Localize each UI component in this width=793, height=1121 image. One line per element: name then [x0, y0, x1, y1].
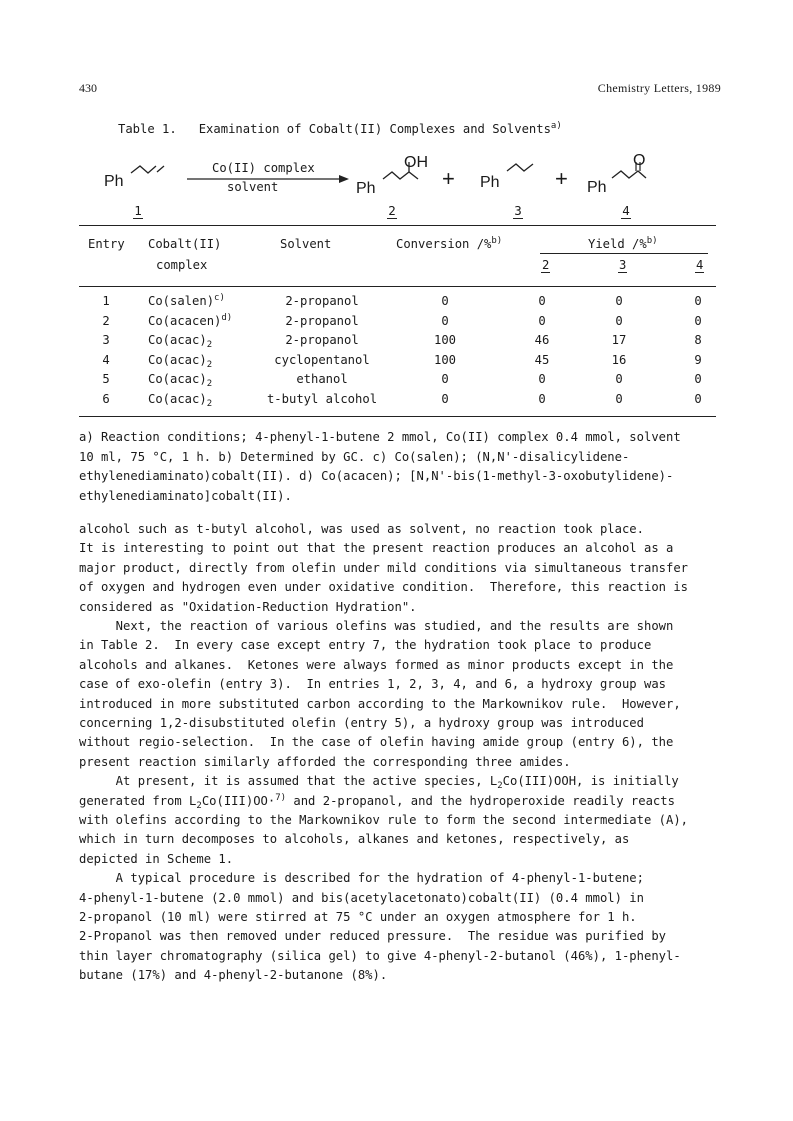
cell-solvent: cyclopentanol [274, 352, 370, 367]
paragraph-2-line: alcohols and alkanes. Ketones were always formed as minor products except in the [79, 657, 674, 672]
table-top-rule [79, 225, 716, 226]
cell-complex [148, 372, 213, 389]
cell-entry: 2 [102, 313, 110, 328]
subscript: 2 [196, 800, 202, 811]
paragraph-3-line [79, 792, 675, 811]
complex-name: Co(acac) [148, 352, 207, 367]
cell-solvent: 2-propanol [285, 333, 359, 347]
cell-yield-4: 0 [694, 313, 702, 328]
paragraph-4-line: A typical procedure is described for the hydration of 4-phenyl-1-butene; [79, 871, 644, 886]
table-title-note: a) [550, 121, 562, 131]
paragraph-2-line: introduced in more substituted carbon according to the Markownikov rule. However, [79, 696, 681, 711]
cell-yield-4: 0 [694, 294, 702, 308]
page-number: 430 [79, 81, 97, 95]
cell-yield-3: 17 [611, 333, 627, 347]
paragraph-1-line: of oxygen and hydrogen even under oxidative condition. Therefore, this reaction is [79, 580, 689, 595]
paragraph-4-line: 2-propanol (10 ml) were stirred at 75 °C under an oxygen atmosphere for 1 h. [79, 910, 637, 924]
cell-yield-4: 0 [694, 391, 702, 406]
plus-sign-1: + [442, 166, 455, 191]
text-run: Co(III)OOH, is initially [502, 774, 679, 789]
paragraph-1-line: major product, directly from olefin under mild conditions via simultaneous transfer [79, 560, 689, 575]
cell-yield-3: 0 [615, 391, 623, 406]
arrow-solvent: solvent [227, 180, 279, 194]
paragraph-3-line: which in turn decomposes to alcohols, alkanes and ketones, respectively, as [79, 832, 630, 847]
text-run: and 2-propanol, and the hydroperoxide readily reacts [286, 793, 675, 808]
reactant-chain [131, 166, 156, 173]
table-header-rule [79, 286, 716, 287]
cell-yield-3: 0 [615, 372, 623, 386]
header-conversion: Conversion /%$^{b)}$ [396, 236, 503, 251]
cell-complex [148, 391, 213, 409]
cell-yield-3: 0 [615, 313, 623, 328]
header-complex-line2: complex [156, 258, 208, 272]
header-yield-4: 4 [696, 258, 704, 272]
cell-conversion: 100 [433, 333, 456, 347]
reference-note: 7) [275, 792, 287, 803]
paragraph-2-line: in Table 2. In every case except entry 7, the hydration took place to produce [79, 638, 652, 653]
header-complex: Cobalt(II) [148, 237, 222, 251]
product-2-chain [383, 172, 418, 179]
cell-conversion: 0 [441, 372, 449, 386]
compound-number-4: 4 [622, 203, 630, 218]
paragraph-4-line: 4-phenyl-1-butene (2.0 mmol) and bis(acetylacetonato)cobalt(II) (0.4 mmol) in [79, 890, 644, 905]
text-run: generated from L [79, 793, 197, 808]
complex-subscript: 2 [206, 398, 213, 409]
text-run: Co(III)OO· [201, 793, 276, 808]
complex-name: Co(acacen) [148, 313, 222, 328]
paragraph-3-line: depicted in Scheme 1. [79, 851, 234, 866]
product-4-ph: Ph [587, 179, 607, 196]
cell-complex [148, 314, 232, 328]
cell-solvent: ethanol [296, 372, 348, 386]
complex-name: Co(acac) [148, 372, 207, 386]
compound-number-3: 3 [514, 203, 522, 218]
cell-yield-2: 45 [534, 352, 550, 367]
cell-yield-3: 16 [611, 352, 627, 367]
cell-entry: 4 [102, 352, 110, 367]
cell-complex [148, 352, 213, 370]
cell-yield-4: 8 [694, 333, 702, 347]
header-yield-2: 2 [542, 258, 550, 272]
cell-solvent: 2-propanol [285, 313, 359, 328]
paragraph-1-line: alcohol such as t-butyl alcohol, was used as solvent, no reaction took place. [79, 522, 644, 536]
cell-yield-3: 0 [615, 294, 623, 308]
paragraph-3-line: with olefins according to the Markownikov rule to form the second intermediate (A), [79, 813, 689, 827]
header-entry: Entry [88, 237, 125, 251]
paragraph-4-line: thin layer chromatography (silica gel) to give 4-phenyl-2-butanol (46%), 1-phenyl- [79, 948, 681, 963]
paragraph-2-line: present reaction similarly afforded the corresponding three amides. [79, 754, 571, 769]
reactant-ph: Ph [104, 173, 124, 190]
cell-complex [148, 294, 225, 308]
arrow-reagent: Co(II) complex [212, 161, 315, 175]
footnote-line: ethylenediaminato)cobalt(II). d) Co(acacen); [N,N'-bis(1-methyl-3-oxobutylidene)- [79, 469, 674, 484]
complex-note: d) [221, 312, 233, 323]
complex-subscript: 2 [206, 359, 213, 370]
product-2-oh: OH [404, 154, 428, 171]
cell-yield-2: 46 [534, 333, 550, 347]
footnote-line: ethylenediaminato]cobalt(II). [79, 488, 292, 503]
text-run: At present, it is assumed that the active species, L [79, 774, 498, 789]
paragraph-1-line: considered as "Oxidation-Reduction Hydration". [79, 599, 417, 614]
table-caption [118, 122, 562, 136]
table-bottom-rule [79, 416, 716, 417]
header-yield: Yield /%$^{b)}$ [588, 236, 658, 251]
header-solvent: Solvent [280, 237, 332, 251]
paragraph-2-line: case of exo-olefin (entry 3). In entries 1, 2, 3, 4, and 6, a hydroxy group was [79, 677, 666, 692]
footnote-line: a) Reaction conditions; 4-phenyl-1-butene 2 mmol, Co(II) complex 0.4 mmol, solvent [79, 430, 681, 444]
cell-entry: 1 [102, 294, 110, 308]
reactant-double-bond [157, 166, 164, 172]
journal-name: Chemistry Letters, 1989 [597, 81, 721, 95]
paragraph-4-line: butane (17%) and 4-phenyl-2-butanone (8%). [79, 968, 388, 983]
reaction-arrow-head [339, 175, 349, 183]
footnote-line: 10 ml, 75 °C, 1 h. b) Determined by GC. c) Co(salen); (N,N'-disalicylidene- [79, 449, 630, 464]
cell-conversion: 100 [433, 352, 456, 367]
paragraph-2-line: Next, the reaction of various olefins was studied, and the results are shown [79, 619, 674, 633]
table-title: Examination of Cobalt(II) Complexes and Solvents [198, 122, 551, 136]
table-label: Table 1. [118, 122, 177, 136]
product-4-o: O [633, 152, 646, 169]
paragraph-4-line: 2-Propanol was then removed under reduced pressure. The residue was purified by [79, 929, 666, 944]
subscript: 2 [497, 781, 503, 792]
cell-solvent: 2-propanol [285, 294, 359, 308]
paragraph-1-line: It is interesting to point out that the present reaction produces an alcohol as a [79, 541, 674, 556]
compound-number-1: 1 [134, 203, 142, 218]
cell-yield-4: 9 [694, 352, 702, 367]
cell-complex [148, 333, 213, 350]
cell-entry: 3 [102, 333, 110, 347]
complex-subscript: 2 [206, 379, 213, 389]
cell-conversion: 0 [441, 313, 449, 328]
cell-solvent: t-butyl alcohol [266, 391, 378, 406]
product-2-ph: Ph [356, 180, 376, 197]
product-4-chain [612, 171, 646, 178]
complex-name: Co(salen) [148, 294, 215, 308]
cell-conversion: 0 [441, 294, 449, 308]
cell-yield-4: 0 [694, 372, 702, 386]
cell-entry: 6 [102, 391, 110, 406]
paragraph-2-line: concerning 1,2-disubstituted olefin (entry 5), a hydroxy group was introduced [79, 716, 644, 730]
paragraph-2-line: without regio-selection. In the case of olefin having amide group (entry 6), the [79, 735, 674, 750]
reaction-scheme [0, 140, 793, 225]
cell-entry: 5 [102, 372, 110, 386]
yield-header-rule [540, 253, 708, 254]
plus-sign-2: + [555, 166, 568, 191]
complex-note: c) [214, 293, 225, 303]
cell-yield-2: 0 [538, 391, 546, 406]
complex-subscript: 2 [206, 340, 213, 350]
product-3-ph: Ph [480, 174, 500, 191]
cell-yield-2: 0 [538, 372, 546, 386]
cell-yield-2: 0 [538, 294, 546, 308]
header-yield-3: 3 [619, 258, 627, 272]
cell-yield-2: 0 [538, 313, 546, 328]
complex-name: Co(acac) [148, 391, 207, 406]
complex-name: Co(acac) [148, 333, 207, 347]
paragraph-3-line [79, 774, 679, 792]
cell-conversion: 0 [441, 391, 449, 406]
compound-number-2: 2 [388, 203, 396, 218]
product-3-chain [507, 164, 533, 171]
